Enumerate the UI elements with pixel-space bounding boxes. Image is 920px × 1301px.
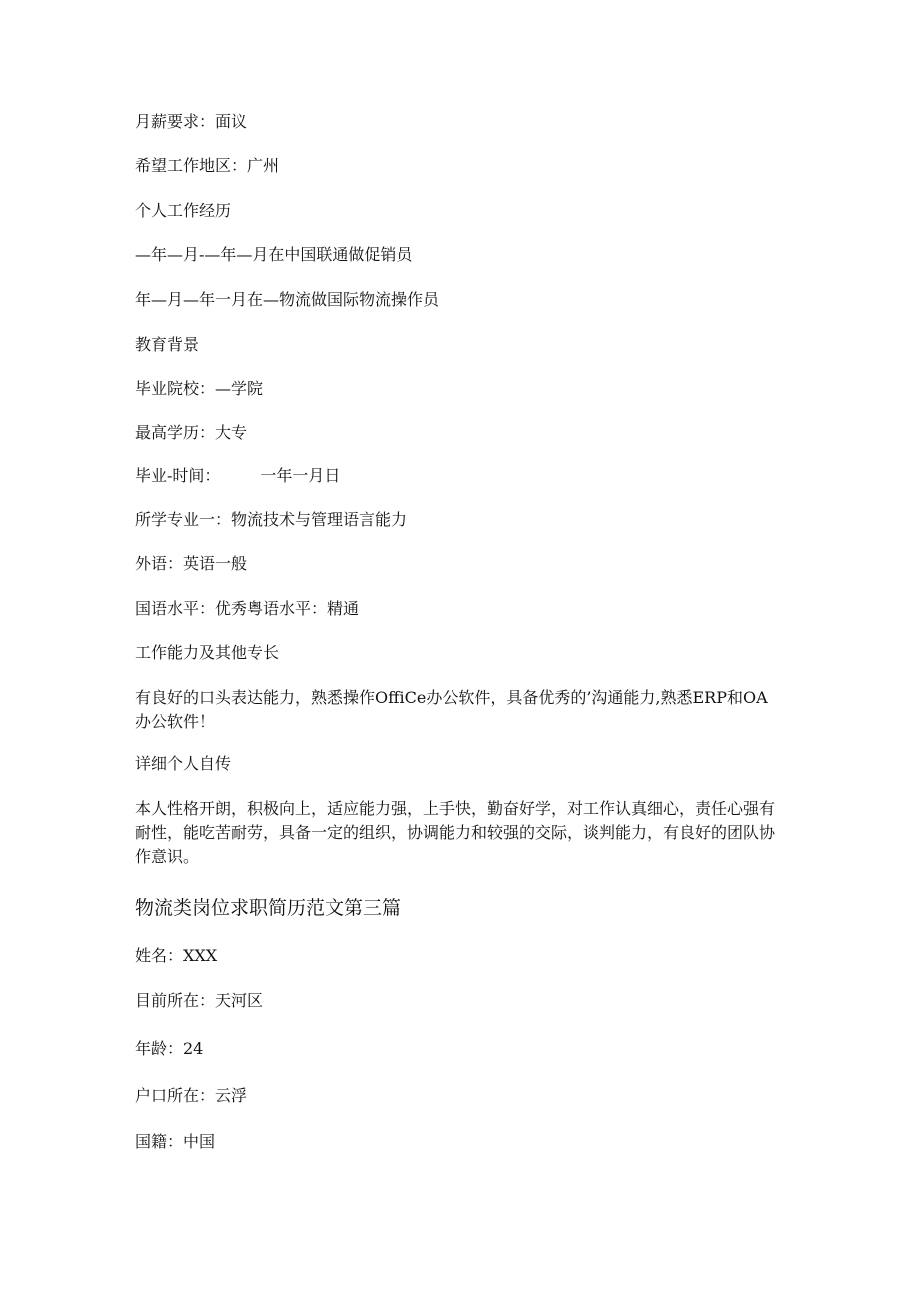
mandarin-line: 国语水平：优秀粤语水平：精通 <box>135 599 360 618</box>
job-entry-1: —年—月-—年—月在中国联通做促销员 <box>135 245 413 264</box>
foreign-language-line: 外语：英语一般 <box>135 554 248 573</box>
age-line: 年龄：24 <box>135 1039 204 1058</box>
graduation-time-value: 一年一月日 <box>260 466 341 485</box>
hukou-line: 户口所在：云浮 <box>135 1086 248 1105</box>
graduation-time-line <box>135 465 340 487</box>
self-intro-paragraph: 本人性格开朗，积极向上，适应能力强，上手快，勤奋好学，对工作认真细心，责任心强有耐性，能吃苦耐劳，具备一定的组织，协调能力和较强的交际，谈判能力，有良好的团队协作意识。 <box>135 799 776 866</box>
name-line: 姓名：XXX <box>135 946 218 965</box>
job-entry-2: 年—月—年一月在—物流做国际物流操作员 <box>135 290 440 309</box>
section-title: 物流类岗位求职简历范文第三篇 <box>135 897 402 919</box>
major-line: 所学专业一：物流技术与管理语言能力 <box>135 510 408 529</box>
graduation-time-label: 毕业-时间： <box>135 466 221 485</box>
school-line: 毕业院校：—学院 <box>135 379 264 398</box>
education-heading: 教育背景 <box>135 335 200 354</box>
nationality-line: 国籍：中国 <box>135 1132 216 1151</box>
degree-line: 最高学历：大专 <box>135 423 248 442</box>
region-line: 希望工作地区：广州 <box>135 156 280 175</box>
salary-line: 月薪要求：面议 <box>135 112 248 131</box>
skills-heading: 工作能力及其他专长 <box>135 643 280 662</box>
self-intro-heading: 详细个人自传 <box>135 754 232 773</box>
current-location-line: 目前所在：天河区 <box>135 991 264 1010</box>
skills-paragraph: 有良好的口头表达能力，熟悉操作OffiCe办公软件，具备优秀的’沟通能力,熟悉ERP和OA办公软件！ <box>135 688 768 731</box>
work-history-heading: 个人工作经历 <box>135 201 232 220</box>
